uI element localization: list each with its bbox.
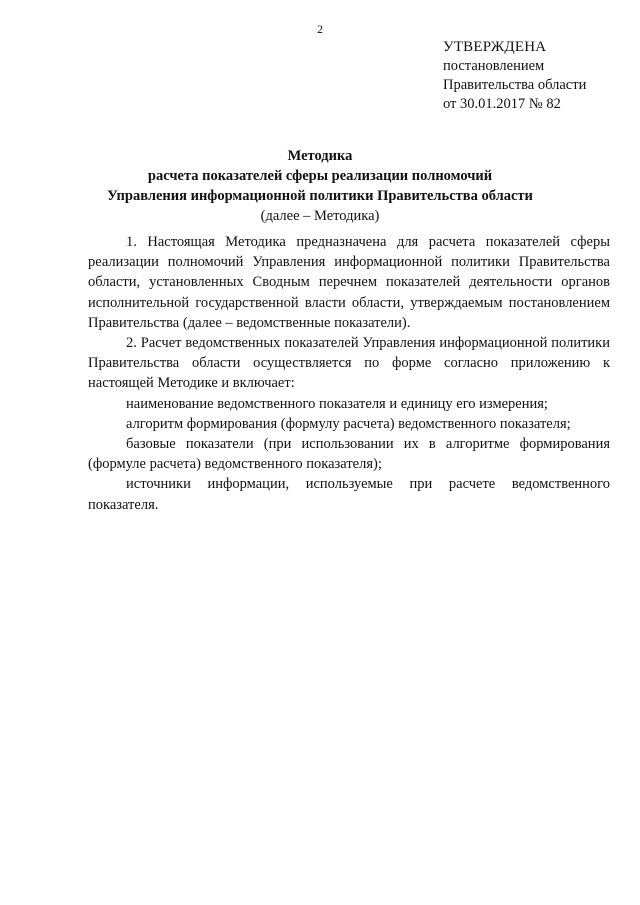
paragraph-1: 1. Настоящая Методика предназначена для расчета показателей сферы реализации полномочий Управления информационной политики Правительства области, установленных Сводным перечнем показателей деятельности органов исполнительной государственной власти области, утверждаемым постановлением Правительства (далее – ведомственные показатели). bbox=[88, 234, 610, 331]
list-item: наименование ведомственного показателя и единицу его измерения; bbox=[126, 395, 548, 412]
title-line-2: расчета показателей сферы реализации полномочий bbox=[147, 168, 493, 184]
approval-stamp bbox=[443, 38, 633, 114]
title-line-3: Управления информационной политики Правительства области bbox=[107, 188, 533, 204]
approval-line-1: постановлением bbox=[443, 58, 545, 74]
list-item: алгоритм формирования (формулу расчета) ведомственного показателя; bbox=[126, 415, 571, 432]
document-body bbox=[88, 232, 610, 515]
approval-line-2: Правительства области bbox=[443, 77, 587, 93]
list-item: базовые показатели (при использовании их в алгоритме формирования (формуле расчета) ведомственного показателя); bbox=[88, 436, 610, 473]
list-item: источники информации, используемые при расчете ведомственного показателя. bbox=[88, 476, 610, 513]
approval-heading: УТВЕРЖДЕНА bbox=[443, 39, 547, 55]
document-title bbox=[0, 146, 640, 226]
approval-line-3: от 30.01.2017 № 82 bbox=[443, 96, 561, 112]
paragraph-2: 2. Расчет ведомственных показателей Управления информационной политики Правительства области осуществляется по форме согласно приложению к настоящей Методике и включает: bbox=[88, 335, 610, 392]
page-number: 2 bbox=[317, 22, 323, 36]
title-line-1: Методика bbox=[287, 148, 353, 164]
title-line-4: (далее – Методика) bbox=[260, 208, 380, 224]
